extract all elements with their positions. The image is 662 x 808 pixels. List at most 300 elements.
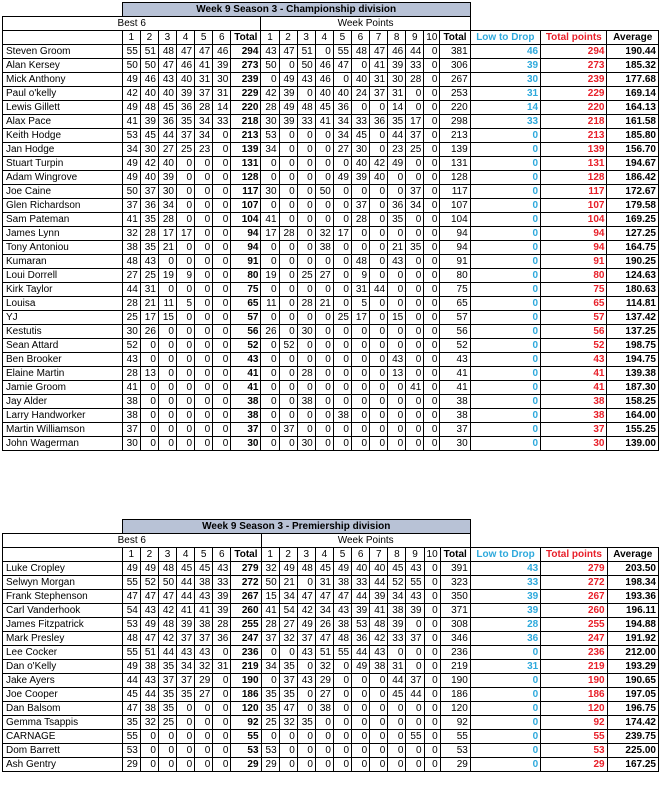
- score-cell: 54: [279, 604, 297, 618]
- score-cell: 0: [315, 395, 333, 409]
- score-cell: 0: [195, 255, 213, 269]
- low-to-drop: 39: [470, 604, 540, 618]
- week-total: 306: [440, 59, 470, 73]
- score-cell: 0: [297, 157, 315, 171]
- week-total: 53: [440, 744, 470, 758]
- player-name: Keith Hodge: [3, 129, 123, 143]
- score-cell: 0: [158, 730, 176, 744]
- low-to-drop: 43: [470, 562, 540, 576]
- score-cell: 0: [424, 674, 440, 688]
- score-cell: 52: [140, 576, 158, 590]
- score-cell: 35: [177, 688, 195, 702]
- score-cell: 0: [370, 744, 388, 758]
- score-cell: 0: [333, 367, 351, 381]
- championship-weekpoints-label: Week Points: [261, 17, 470, 31]
- average: 239.75: [607, 730, 658, 744]
- score-cell: 0: [370, 311, 388, 325]
- best6-total: 128: [231, 171, 261, 185]
- score-cell: 0: [195, 213, 213, 227]
- player-name: Selwyn Morgan: [3, 576, 123, 590]
- score-cell: 47: [333, 590, 351, 604]
- score-cell: 31: [388, 660, 406, 674]
- player-name: Paul o'kelly: [3, 87, 123, 101]
- average: 179.58: [607, 199, 659, 213]
- average: 193.36: [607, 590, 658, 604]
- score-cell: 0: [315, 437, 333, 451]
- score-cell: 0: [333, 744, 351, 758]
- best6-total: 41: [231, 381, 261, 395]
- score-cell: 0: [158, 339, 176, 353]
- average: 190.65: [607, 674, 658, 688]
- score-cell: 0: [424, 702, 440, 716]
- score-cell: 0: [279, 185, 297, 199]
- score-cell: 34: [315, 604, 333, 618]
- score-cell: 0: [424, 87, 440, 101]
- score-cell: 31: [351, 283, 369, 297]
- score-cell: 0: [424, 562, 440, 576]
- score-cell: 0: [279, 367, 297, 381]
- score-cell: 47: [158, 590, 176, 604]
- score-cell: 50: [140, 59, 158, 73]
- score-cell: 48: [333, 632, 351, 646]
- score-cell: 0: [351, 409, 369, 423]
- score-cell: 27: [315, 269, 333, 283]
- table-row: [3, 185, 659, 199]
- score-cell: 0: [406, 339, 424, 353]
- table-row: [3, 437, 659, 451]
- score-cell: 41: [261, 213, 279, 227]
- score-cell: 0: [195, 758, 213, 772]
- best6-total: 80: [231, 269, 261, 283]
- score-cell: 41: [122, 115, 140, 129]
- score-cell: 47: [158, 59, 176, 73]
- total-points: 260: [541, 604, 607, 618]
- score-cell: 38: [333, 409, 351, 423]
- table-row: [3, 590, 659, 604]
- low-to-drop: 0: [470, 367, 540, 381]
- score-cell: 0: [424, 660, 440, 674]
- player-name: Alax Pace: [3, 115, 123, 129]
- score-cell: 0: [195, 227, 213, 241]
- score-cell: 0: [406, 311, 424, 325]
- week-total: 38: [440, 409, 470, 423]
- score-cell: 37: [406, 185, 424, 199]
- player-name: Kumaran: [3, 255, 123, 269]
- score-cell: 0: [176, 283, 194, 297]
- score-cell: 34: [333, 129, 351, 143]
- score-cell: 0: [424, 297, 440, 311]
- score-cell: 37: [406, 632, 424, 646]
- best6-total: 255: [231, 618, 261, 632]
- score-cell: 0: [297, 87, 315, 101]
- score-cell: 21: [140, 297, 158, 311]
- score-cell: 30: [351, 143, 369, 157]
- week-total: 120: [440, 702, 470, 716]
- score-cell: 30: [122, 325, 140, 339]
- column-header: Low to Drop: [470, 31, 540, 45]
- score-cell: 43: [140, 255, 158, 269]
- score-cell: 43: [370, 646, 388, 660]
- score-cell: 0: [351, 101, 369, 115]
- score-cell: 0: [261, 367, 279, 381]
- column-header: 9: [406, 31, 424, 45]
- score-cell: 41: [195, 59, 213, 73]
- score-cell: 0: [333, 283, 351, 297]
- score-cell: 38: [370, 660, 388, 674]
- total-points: 52: [541, 339, 607, 353]
- score-cell: 40: [370, 171, 388, 185]
- score-cell: 0: [213, 674, 231, 688]
- average: 190.25: [607, 255, 659, 269]
- score-cell: 0: [213, 353, 231, 367]
- column-header: 1: [261, 548, 279, 562]
- score-cell: 0: [388, 381, 406, 395]
- score-cell: 25: [122, 311, 140, 325]
- score-cell: 0: [370, 367, 388, 381]
- score-cell: 37: [406, 674, 424, 688]
- score-cell: 35: [140, 241, 158, 255]
- score-cell: 0: [424, 73, 440, 87]
- score-cell: 0: [297, 339, 315, 353]
- score-cell: 0: [297, 660, 315, 674]
- score-cell: 35: [406, 241, 424, 255]
- score-cell: 0: [424, 367, 440, 381]
- score-cell: 38: [388, 604, 406, 618]
- score-cell: 0: [297, 409, 315, 423]
- table-row: [3, 227, 659, 241]
- low-to-drop: 0: [470, 716, 540, 730]
- column-header: 4: [315, 31, 333, 45]
- score-cell: 0: [388, 325, 406, 339]
- week-total: 55: [440, 730, 470, 744]
- score-cell: 44: [158, 646, 176, 660]
- score-cell: 0: [406, 716, 424, 730]
- score-cell: 32: [279, 716, 297, 730]
- score-cell: 0: [388, 297, 406, 311]
- score-cell: 0: [158, 758, 176, 772]
- table-row: [3, 297, 659, 311]
- total-points: 94: [541, 227, 607, 241]
- low-to-drop: 30: [470, 73, 540, 87]
- total-points: 65: [541, 297, 607, 311]
- score-cell: 43: [297, 674, 315, 688]
- score-cell: 0: [140, 395, 158, 409]
- score-cell: 47: [140, 632, 158, 646]
- score-cell: 0: [315, 157, 333, 171]
- week-total: 186: [440, 688, 470, 702]
- table-row: [3, 45, 659, 59]
- table-row: [3, 716, 659, 730]
- table-row: [3, 367, 659, 381]
- column-header: Total: [440, 31, 470, 45]
- score-cell: 31: [315, 576, 333, 590]
- low-to-drop: 0: [470, 674, 540, 688]
- total-points: 43: [541, 353, 607, 367]
- score-cell: 0: [177, 702, 195, 716]
- score-cell: 27: [195, 688, 213, 702]
- score-cell: 30: [261, 115, 279, 129]
- average: 194.67: [607, 157, 659, 171]
- score-cell: 0: [315, 283, 333, 297]
- best6-total: 272: [231, 576, 261, 590]
- score-cell: 41: [315, 115, 333, 129]
- score-cell: 39: [352, 604, 370, 618]
- player-name: Glen Richardson: [3, 199, 123, 213]
- week-total: 107: [440, 199, 470, 213]
- score-cell: 0: [370, 185, 388, 199]
- score-cell: 0: [195, 171, 213, 185]
- table-row: [3, 353, 659, 367]
- score-cell: 0: [333, 437, 351, 451]
- score-cell: 35: [261, 688, 279, 702]
- score-cell: 0: [297, 702, 315, 716]
- score-cell: 0: [213, 744, 231, 758]
- score-cell: 50: [122, 59, 140, 73]
- score-cell: 0: [297, 199, 315, 213]
- average: 186.42: [607, 171, 659, 185]
- total-points: 80: [541, 269, 607, 283]
- score-cell: 34: [177, 660, 195, 674]
- best6-total: 273: [231, 59, 261, 73]
- average: 196.11: [607, 604, 658, 618]
- score-cell: 0: [424, 255, 440, 269]
- score-cell: 0: [370, 325, 388, 339]
- score-cell: 0: [158, 395, 176, 409]
- average: 185.80: [607, 129, 659, 143]
- score-cell: 0: [261, 646, 279, 660]
- score-cell: 0: [424, 59, 440, 73]
- score-cell: 34: [261, 660, 279, 674]
- score-cell: 33: [352, 576, 370, 590]
- score-cell: 0: [140, 423, 158, 437]
- score-cell: 0: [333, 241, 351, 255]
- table-row: [3, 744, 659, 758]
- total-points: 29: [541, 758, 607, 772]
- score-cell: 47: [297, 590, 315, 604]
- player-name: Jamie Groom: [3, 381, 123, 395]
- score-cell: 0: [213, 269, 231, 283]
- score-cell: 0: [370, 101, 388, 115]
- week-total: 92: [440, 716, 470, 730]
- score-cell: 0: [213, 157, 231, 171]
- score-cell: 42: [158, 604, 176, 618]
- score-cell: 49: [279, 101, 297, 115]
- score-cell: 43: [195, 646, 213, 660]
- score-cell: 0: [424, 744, 440, 758]
- score-cell: 48: [158, 618, 176, 632]
- column-header: 8: [388, 31, 406, 45]
- score-cell: 15: [388, 311, 406, 325]
- score-cell: 53: [261, 129, 279, 143]
- score-cell: 37: [177, 674, 195, 688]
- score-cell: 28: [213, 618, 231, 632]
- score-cell: 23: [388, 143, 406, 157]
- score-cell: 0: [370, 297, 388, 311]
- player-name: Lewis Gillett: [3, 101, 123, 115]
- score-cell: 32: [122, 227, 140, 241]
- score-cell: 25: [158, 716, 176, 730]
- player-name: James Lynn: [3, 227, 123, 241]
- score-cell: 0: [406, 660, 424, 674]
- week-total: 41: [440, 381, 470, 395]
- player-name: Jake Ayers: [3, 674, 123, 688]
- low-to-drop: 0: [470, 646, 540, 660]
- score-cell: 21: [315, 297, 333, 311]
- score-cell: 36: [388, 199, 406, 213]
- score-cell: 0: [158, 423, 176, 437]
- score-cell: 44: [122, 283, 140, 297]
- score-cell: 0: [352, 744, 370, 758]
- score-cell: 36: [158, 115, 176, 129]
- score-cell: 40: [315, 87, 333, 101]
- player-name: Joe Cooper: [3, 688, 123, 702]
- score-cell: 0: [388, 758, 406, 772]
- score-cell: 0: [261, 395, 279, 409]
- low-to-drop: 33: [470, 576, 540, 590]
- table-row: [3, 59, 659, 73]
- average: 193.29: [607, 660, 658, 674]
- average: 127.25: [607, 227, 659, 241]
- score-cell: 37: [176, 129, 194, 143]
- column-header: Total: [231, 31, 261, 45]
- best6-total: 107: [231, 199, 261, 213]
- score-cell: 0: [261, 437, 279, 451]
- total-points: 139: [541, 143, 607, 157]
- total-points: 273: [541, 59, 607, 73]
- week-total: 220: [440, 101, 470, 115]
- score-cell: 26: [315, 618, 333, 632]
- average: 161.58: [607, 115, 659, 129]
- score-cell: 0: [315, 171, 333, 185]
- score-cell: 0: [176, 325, 194, 339]
- week-total: 75: [440, 283, 470, 297]
- score-cell: 44: [352, 646, 370, 660]
- score-cell: 50: [315, 185, 333, 199]
- score-cell: 0: [424, 758, 440, 772]
- average: 139.38: [607, 367, 659, 381]
- player-name: Loui Dorrell: [3, 269, 123, 283]
- score-cell: 55: [333, 45, 351, 59]
- week-total: 131: [440, 157, 470, 171]
- table-row: [3, 562, 659, 576]
- score-cell: 44: [406, 688, 424, 702]
- score-cell: 0: [351, 423, 369, 437]
- score-cell: 34: [388, 590, 406, 604]
- score-cell: 0: [370, 437, 388, 451]
- score-cell: 0: [213, 758, 231, 772]
- average: 167.25: [607, 758, 658, 772]
- score-cell: 0: [213, 381, 231, 395]
- average: 155.25: [607, 423, 659, 437]
- score-cell: 0: [351, 367, 369, 381]
- score-cell: 28: [195, 101, 213, 115]
- player-name: Steven Groom: [3, 45, 123, 59]
- score-cell: 47: [140, 590, 158, 604]
- score-cell: 38: [195, 618, 213, 632]
- player-name: Jay Alder: [3, 395, 123, 409]
- player-name: Kirk Taylor: [3, 283, 123, 297]
- average: 198.75: [607, 339, 659, 353]
- week-total: 308: [440, 618, 470, 632]
- best6-total: 53: [231, 744, 261, 758]
- score-cell: 0: [406, 227, 424, 241]
- player-name: Martin Williamson: [3, 423, 123, 437]
- low-to-drop: 0: [470, 199, 540, 213]
- score-cell: 46: [213, 45, 231, 59]
- score-cell: 0: [213, 325, 231, 339]
- player-name: CARNAGE: [3, 730, 123, 744]
- score-cell: 52: [388, 576, 406, 590]
- score-cell: 48: [140, 101, 158, 115]
- score-cell: 0: [213, 395, 231, 409]
- score-cell: 55: [122, 646, 140, 660]
- score-cell: 0: [213, 297, 231, 311]
- score-cell: 40: [351, 157, 369, 171]
- score-cell: 0: [279, 353, 297, 367]
- column-header: 5: [195, 548, 213, 562]
- low-to-drop: 0: [470, 423, 540, 437]
- score-cell: 36: [333, 101, 351, 115]
- score-cell: 53: [122, 129, 140, 143]
- score-cell: 30: [297, 325, 315, 339]
- score-cell: 38: [122, 409, 140, 423]
- score-cell: 43: [297, 646, 315, 660]
- score-cell: 0: [352, 716, 370, 730]
- player-name: James Fitzpatrick: [3, 618, 123, 632]
- score-cell: 0: [279, 59, 297, 73]
- table-row: [3, 143, 659, 157]
- score-cell: 17: [261, 227, 279, 241]
- score-cell: 0: [424, 604, 440, 618]
- score-cell: 0: [352, 730, 370, 744]
- score-cell: 0: [406, 269, 424, 283]
- score-cell: 32: [195, 660, 213, 674]
- score-cell: 9: [351, 269, 369, 283]
- score-cell: 39: [213, 604, 231, 618]
- score-cell: 43: [297, 73, 315, 87]
- premiership-title: Week 9 Season 3 - Premiership division: [122, 520, 470, 534]
- low-to-drop: 28: [470, 618, 540, 632]
- week-total: 298: [440, 115, 470, 129]
- score-cell: 0: [388, 702, 406, 716]
- score-cell: 0: [140, 339, 158, 353]
- total-points: 53: [541, 744, 607, 758]
- best6-total: 94: [231, 241, 261, 255]
- score-cell: 32: [279, 632, 297, 646]
- score-cell: 0: [315, 353, 333, 367]
- score-cell: 0: [351, 241, 369, 255]
- score-cell: 26: [140, 325, 158, 339]
- score-cell: 0: [333, 339, 351, 353]
- column-header: 10: [424, 548, 440, 562]
- score-cell: 27: [279, 618, 297, 632]
- total-points: 219: [541, 660, 607, 674]
- score-cell: 55: [122, 45, 140, 59]
- column-header: 3: [158, 548, 176, 562]
- score-cell: 0: [424, 339, 440, 353]
- score-cell: 0: [424, 311, 440, 325]
- score-cell: 40: [351, 73, 369, 87]
- score-cell: 45: [388, 562, 406, 576]
- score-cell: 0: [195, 395, 213, 409]
- score-cell: 0: [333, 381, 351, 395]
- column-header: 7: [370, 31, 388, 45]
- score-cell: 0: [351, 227, 369, 241]
- score-cell: 51: [140, 646, 158, 660]
- score-cell: 0: [333, 73, 351, 87]
- week-total: 37: [440, 423, 470, 437]
- score-cell: 0: [406, 283, 424, 297]
